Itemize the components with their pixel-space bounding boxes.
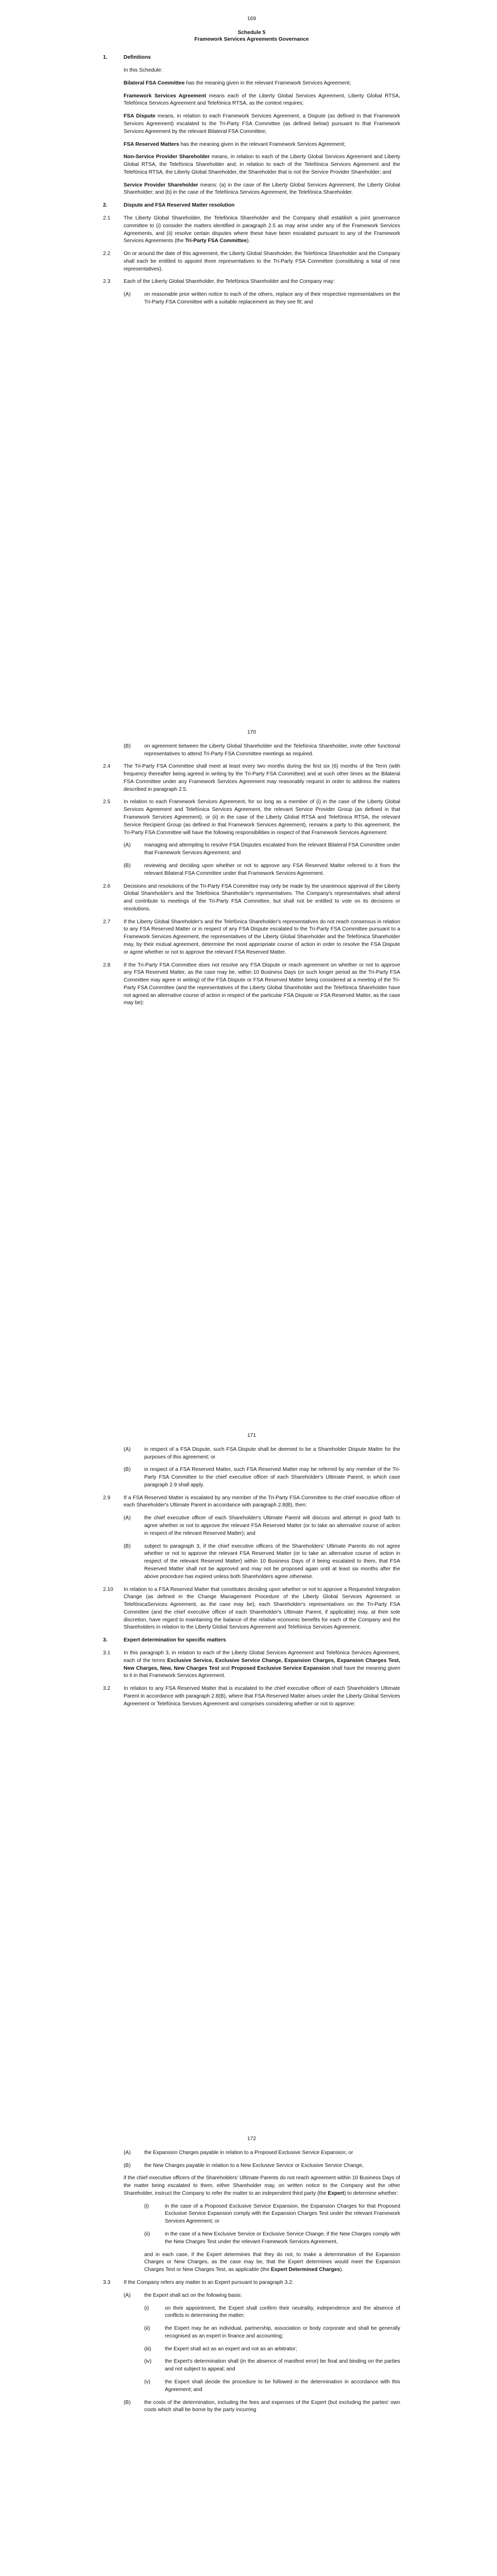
schedule-number: Schedule 5 [237, 29, 266, 36]
clause-2-7: 2.7 If the Liberty Global Shareholder's and the Telefónica Shareholder's representatives do not reach consensus in relation to any FSA Reserved Matter or in respect of any FSA Dispute escalated to the Tri-Party FSA Committee pursuant to a Framework Services Agreement, the representatives of the Liberty Global Shareholder and the Telefónica Shareholder may, by their mutual agreement, determine the most appropriate course of action in order to resolve the FSA Dispute or agree whether or not to approve the relevant FSA Reserved Matter. [103, 919, 400, 955]
clause-3-3-b: (B) the costs of the determination, including the fees and expenses of the Expert (but excluding the parties' own costs which shall be borne by the party incurring [124, 2399, 400, 2413]
section-number: 2. [103, 202, 108, 209]
definition-non-service-provider-shareholder: Non-Service Provider Shareholder means, in relation to each of the Liberty Global Services Agreement and Liberty Global RTSA, the Telefónica Shareholder and, in relation to each of the Telefónica Services Agreement and the Telefónica RTSA, the Liberty Global Shareholder, the Shareholder that is not the Service Provider Shareholder; and [124, 154, 400, 175]
clause-2-8: 2.8 If the Tri-Party FSA Committee does not resolve any FSA Dispute or reach agreement on whether or not to approve any FSA Reserved Matter, as the case may be, within 10 Business Days (or such longer period as the Tri-Party FSA Committee may agree in writing) of the FSA Dispute or FSA Reserved Matter being considered at a meeting of the Tri-Party FSA Committee (and the representatives of the Liberty Global Shareholder and the Telefónica Shareholder have not agreed an alternative course of action in respect of the particular FSA Dispute or FSA Reserved Matter, as the case may be): [103, 962, 400, 1006]
clause-3-3-iii: (iii) the Expert shall act as an expert and not as an arbitrator; [144, 2346, 297, 2352]
clause-3-3: 3.3 If the Company refers any matter to an Expert pursuant to paragraph 3.2: [103, 2279, 294, 2285]
page-172 [0, 2110, 497, 2576]
clause-2-8-b: (B) in respect of a FSA Reserved Matter, such FSA Reserved Matter may be referred by any member of the Tri-Party FSA Committee to the chief executive officer of each Shareholder's Ultimate Parent, in which case paragraph 2.9 shall apply. [124, 1467, 400, 1488]
section-title: Expert determination for specific matters [124, 1637, 226, 1643]
clause-3-2-a: (A) the Expansion Charges payable in relation to a Proposed Exclusive Service Expansion; or [124, 2149, 353, 2156]
clause-3-1: 3.1 In this paragraph 3, in relation to each of the Liberty Global Services Agreement and Telefónica Services Agreement, each of the terms Exclusive Service, Exclusive Service Change, Expansion Charges, Expansion Charges Test, New Charges, New, New Charges Test and Proposed Exclusive Service Expansion shall have the meaning given to it in that Framework Services Agreement. [103, 1650, 401, 1679]
clause-2-10: 2.10 In relation to a FSA Reserved Matter that constitutes deciding upon whether or not to approve a Requested Integration Change (as defined in the Change Management Procedure of the Liberty Global Services Agreement or TelefónicaServices Agreement, as the case may be), each Shareholder's representatives on the Tri-Party FSA Committee (and the chief executive officer of each Shareholder's Ultimate Parent, if applicable) may, at their sole discretion, have regard to maintaining the balance of the relative economic benefits for each of the Company and the Shareholders in relation to the Liberty Global Services Agreement and Telefónica Services Agreement. [103, 1586, 400, 1631]
clause-2-6: 2.6 Decisions and resolutions of the Tri-Party FSA Committee may only be made by the unanimous approval of the Liberty Global Shareholder's and the Telefónica Shareholder's representatives. The Company's representatives shall attend and contribute to meetings of the Tri-Party FSA Committee, but shall not be entitled to vote on its decisions or resolutions. [103, 883, 400, 912]
page-170 [0, 703, 497, 1406]
section-2-heading [103, 202, 400, 210]
clause-3-3-ii: (ii) the Expert may be an individual, partnership, association or body corporate and shall be generally recognised as an expert in finance and accounting; [144, 2326, 400, 2339]
clause-3-2-b: (B) the New Charges payable in relation to a New Exclusive Service or Exclusive Service Change, [124, 2162, 364, 2168]
section-number: 3. [103, 1637, 108, 1643]
clause-3-3-a: (A) the Expert shall act on the following basis: [124, 2292, 242, 2298]
clause-2-3-b: (B) on agreement between the Liberty Global Shareholder and the Telefónica Shareholder, invite other functional representatives to attend Tri-Party FSA Committee meetings as required. [124, 743, 400, 757]
schedule-title: Framework Services Agreements Governance [194, 37, 309, 43]
clause-2-5-b: (B) reviewing and deciding upon whether or not to approve any FSA Reserved Matter referred to it from the relevant Bilateral FSA Committee under that Framework Services Agreement. [124, 862, 400, 876]
section-number: 1. [103, 55, 108, 61]
page-number: 169 [247, 16, 256, 22]
page-171 [0, 1406, 497, 2110]
clause-2-3: 2.3 Each of the Liberty Global Shareholder, the Telefónica Shareholder and the Company may: [103, 279, 335, 285]
page-number: 172 [247, 2136, 256, 2142]
section-title: Dispute and FSA Reserved Matter resolution [124, 202, 235, 209]
clause-2-9-a: (A) the chief executive officer of each Shareholder's Ultimate Parent will discuss and attempt in good faith to agree whether or not to approve the relevant FSA Reserved Matter (or to take an alternative course of action in respect of the relevant Reserved Matter); and [124, 1515, 400, 1536]
clause-3-3-i: (i) on their appointment, the Expert shall confirm their neutrality, independence and the absence of conflicts in determining the matter; [144, 2305, 400, 2319]
clause-2-4: 2.4 The Tri-Party FSA Committee shall meet at least every two months during the first six (6) months of the Term (with frequency thereafter being agreed in writing by the Tri-Party FSA Committee) and at such other times as the Bilateral FSA Committee under any Framework Services Agreement may reasonably request in order to address the matters described in paragraph 2.5. [103, 764, 400, 792]
section-1-heading [103, 54, 400, 62]
clause-3-2-continuation: if the chief executive officers of the Shareholders' Ultimate Parents do not reach agreement within 10 Business Days of the matter being escalated to them, either Shareholder may, on written notice to the Company and the other Shareholder, instruct the Company to refer the matter to an independent third party (the Expert) to determine whether: [124, 2175, 400, 2196]
clause-2-1: 2.1 The Liberty Global Shareholder, the Telefónica Shareholder and the Company shall establish a joint governance committee to (i) consider the matters identified in paragraph 2.5 as may arise under any of the Framework Services Agreements, and (ii) resolve certain disputes where these have been escalated pursuant to any of the Framework Services Agreements (the Tri-Party FSA Committee). [103, 215, 400, 244]
clause-2-2: 2.2 On or around the date of this agreement, the Liberty Global Shareholder, the Telefónica Shareholder and the Company shall each be entitled to appoint three representatives to the Tri-Party FSA Committee (constituting a total of nine representatives). [103, 251, 400, 272]
clause-3-2-i: (i) in the case of a Proposed Exclusive Service Expansion, the Expansion Charges for that Proposed Exclusive Service Expansion comply with the Expansion Charges Test under the relevant Framework Services Agreement; or [144, 2203, 400, 2225]
definition-fsa-dispute: FSA Dispute means, in relation to each Framework Services Agreement, a Dispute (as defined in that Framework Services Agreement) escalated to the Tri-Party FSA Committee (as defined below) pursuant to that Framework Services Agreement by the relevant Bilateral FSA Committee; [124, 113, 400, 134]
section-3-heading [103, 1637, 400, 1645]
definition-fsa-reserved-matters: FSA Reserved Matters has the meaning given in the relevant Framework Services Agreement; [124, 141, 346, 147]
definition-service-provider-shareholder: Service Provider Shareholder means: (a) in the case of the Liberty Global Services Agreement, the Liberty Global Shareholder; and (b) in the case of the Telefónica Services Agreement, the Telefónica Shareholder. [124, 182, 400, 196]
clause-2-5: 2.5 In relation to each Framework Services Agreement, for so long as a member of (i) in the case of the Liberty Global Services Agreement and Telefónica Services Agreement, the relevant Service Provider Group (as defined in that Framework Services Agreement), or (ii) in the case of the Liberty Global RTSA and Telefónica RTSA, the relevant Service Recipient Group (as defined in that Framework Services Agreement), remains a party to this agreement, the Tri-Party FSA Committee will have the following responsibilities in respect of that Framework Services Agreement: [103, 799, 400, 836]
clause-2-9: 2.9 If a FSA Reserved Matter is escalated by any member of the Tri-Party FSA Committee to the chief executive officer of each Shareholder's Ultimate Parent in accordance with paragraph 2.8(B), then: [103, 1495, 400, 1509]
page-169 [0, 0, 497, 703]
page-number: 171 [247, 1433, 256, 1438]
clause-2-9-b: (B) subject to paragraph 3, if the chief executive officers of the Shareholders' Ultimate Parents do not agree whether or not to approve the relevant FSA Reserved Matter (or to take an alternative course of action in respect of the relevant Reserved Matter) within 10 Business Days of it being escalated to them, that FSA Reserved Matter shall not be approved and may not be proposed again until at least six months after the above procedure has expired unless both Shareholders agree otherwise. [124, 1543, 400, 1580]
clause-3-2: 3.2 In relation to any FSA Reserved Matter that is escalated to the chief executive officer of each Shareholder's Ultimate Parent in accordance with paragraph 2.8(B), where that FSA Reserved Matter arises under the Liberty Global Services Agreement or Telefónica Services Agreement and comprises considering whether or not to approve: [103, 1686, 400, 1707]
clause-3-2-ii: (ii) in the case of a New Exclusive Service or Exclusive Service Change, if the New Charges comply with the New Charges Test under the relevant Framework Services Agreement, [144, 2231, 400, 2245]
page-number: 170 [247, 730, 256, 735]
clause-3-2-tail: and in each case, if the Expert determines that they do not, to make a determination of the Expansion Charges or New Charges, as the case may be, that the Expert determines would meet the Expansion Charges Test or New Charges Test, as applicable (the Expert Determined Charges). [144, 2251, 400, 2273]
definition-bilateral-fsa-committee: Bilateral FSA Committee has the meaning given in the relevant Framework Services Agreement; [124, 80, 351, 86]
definition-framework-services-agreement: Framework Services Agreement means each of the Liberty Global Services Agreement, Liberty Global RTSA, Telefónica Services Agreement and Telefónica RTSA, as the context requires; [124, 93, 400, 107]
schedule-heading [103, 29, 400, 43]
clause-3-3-iv: (iv) the Expert's determination shall (in the absence of manifest error) be final and binding on the parties and not subject to appeal; and [144, 2359, 400, 2372]
clause-2-5-a: (A) managing and attempting to resolve FSA Disputes escalated from the relevant Bilateral FSA Committee under that Framework Services Agreement; and [124, 842, 400, 856]
section-title: Definitions [124, 55, 151, 61]
clause-2-3-a: (A) on reasonable prior written notice to each of the others, replace any of their respective representatives on the Tri-Party FSA Committee with a suitable replacement as they see fit; and [124, 292, 400, 306]
definitions-intro: In this Schedule: [124, 67, 163, 74]
clause-2-8-a: (A) in respect of a FSA Dispute, such FSA Dispute shall be deemed to be a Shareholder Dispute Matter for the purposes of this agreement; or [124, 1446, 400, 1460]
clause-3-3-v: (v) the Expert shall decide the procedure to be followed in the determination in accordance with this Agreement; and [144, 2379, 400, 2393]
